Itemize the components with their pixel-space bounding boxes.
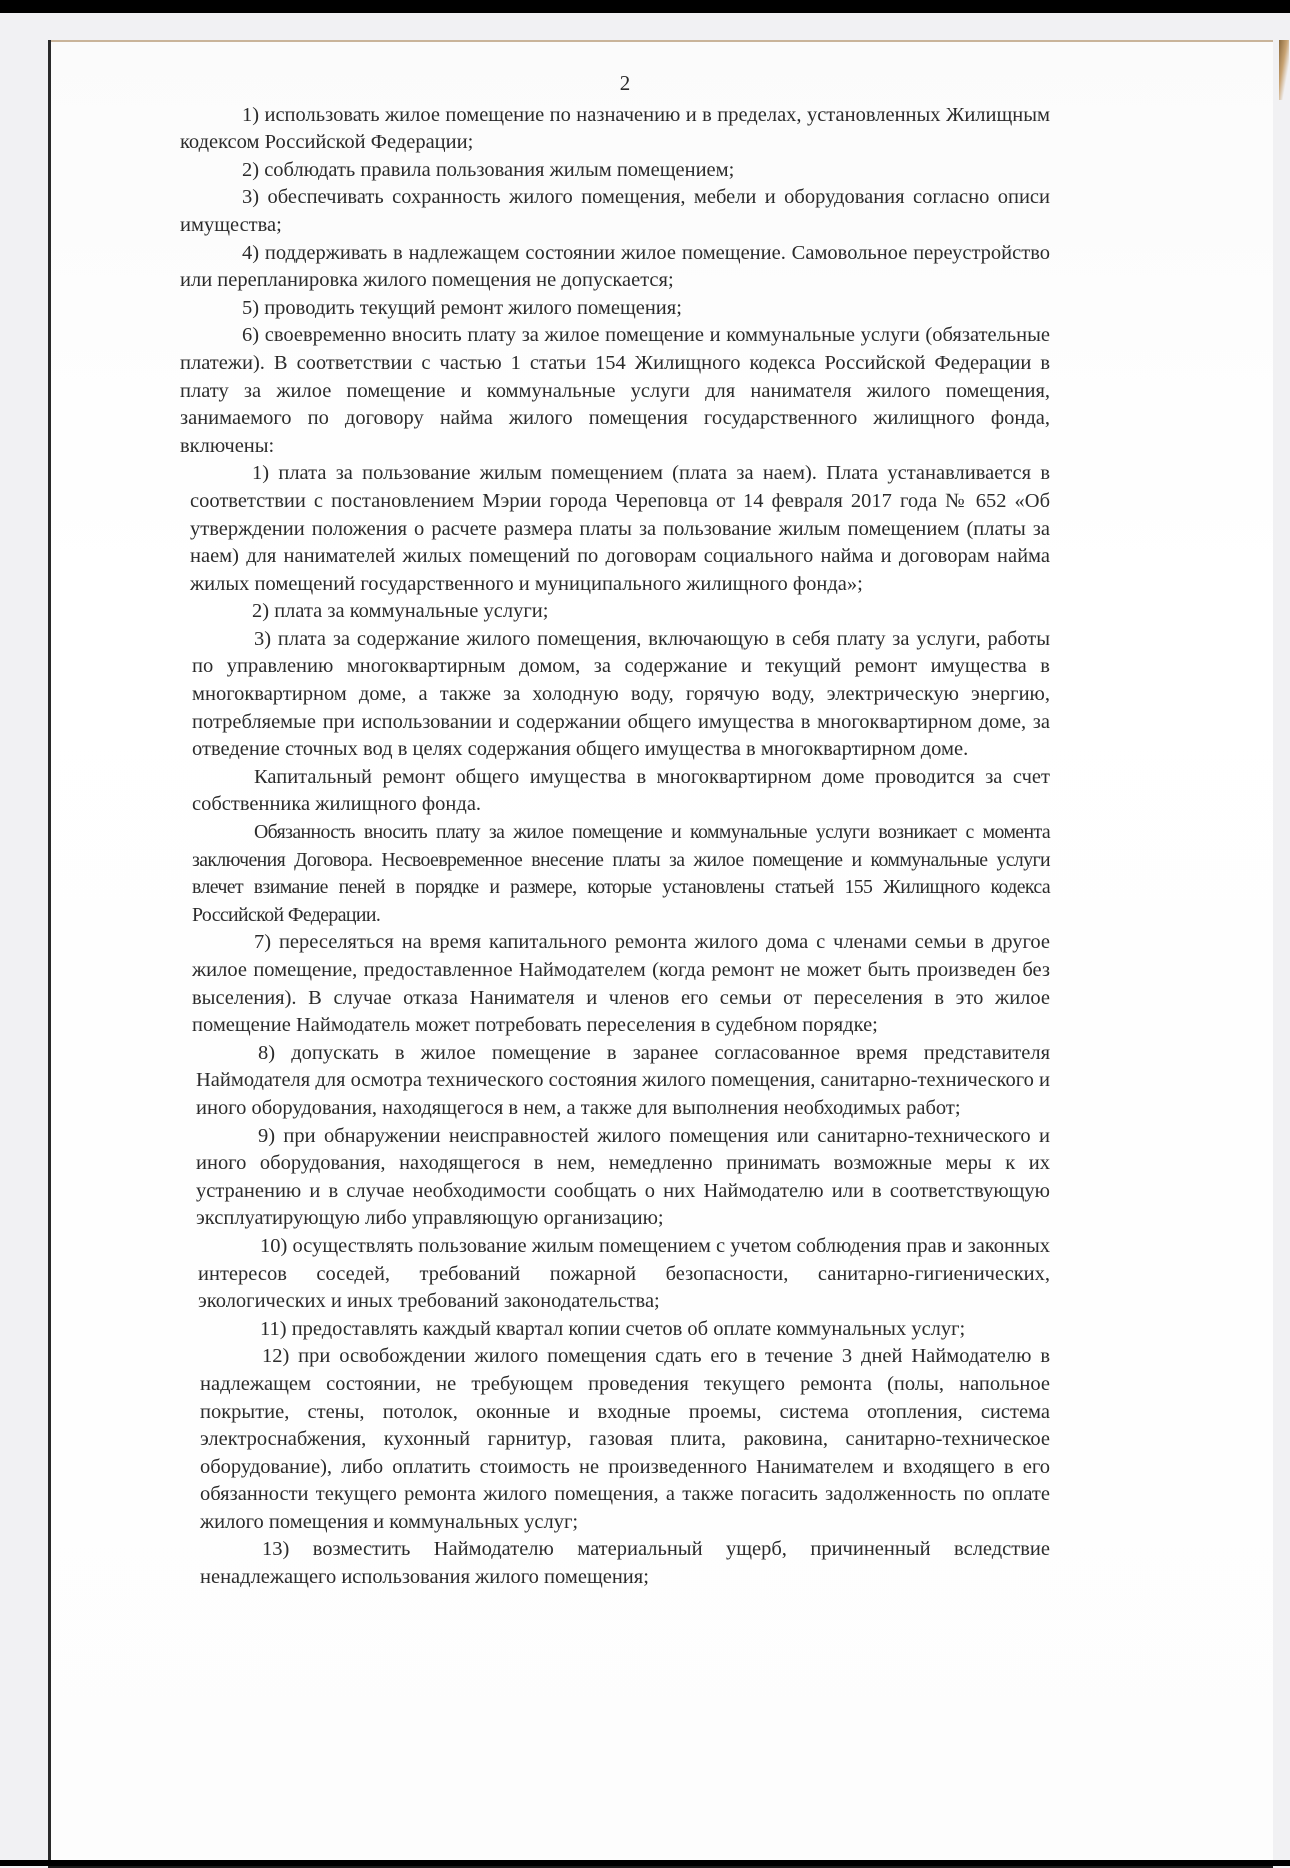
obligation-item-9: 9) при обнаружении неисправностей жилого помещения или санитарно-технического и иного оборудования, находящегося в нем, немедленно принимать возможные меры к их устранению и в случае необходимости сообщать о них Наймодателю или в соответствующую эксплуатирующую либо управляющую организацию;	[196, 1124, 1050, 1230]
obligation-item-3: 3) обеспечивать сохранность жилого помещения, мебели и оборудования согласно описи имущества;	[180, 186, 1050, 236]
payment-subitem-2: 2) плата за коммунальные услуги;	[252, 600, 549, 623]
page-corner-shadow	[1279, 40, 1289, 100]
page-number: 2	[619, 71, 631, 95]
obligation-item-11: 11) предоставлять каждый квартал копии счетов об оплате коммунальных услуг;	[260, 1317, 966, 1340]
obligation-item-2: 2) соблюдать правила пользования жилым помещением;	[242, 158, 735, 181]
obligation-item-12: 12) при освобождении жилого помещения сдать его в течение 3 дней Наймодателю в надлежащем состоянии, не требующем проведения текущего ремонта (полы, напольное покрытие, стены, потолок, оконные и входные проемы, система отопления, система электроснабжения, кухонный гарнитур, газовая плита, раковина, санитарно-техническое оборудование), либо оплатить стоимость не произведенного Нанимателем и входящего в его обязанности текущего ремонта жилого помещения, а также погасить задолженность по оплате жилого помещения и коммунальных услуг;	[200, 1345, 1050, 1533]
payment-subitem-1: 1) плата за пользование жилым помещением (плата за наем). Плата устанавливается в соответствии с постановлением Мэрии города Череповца от 14 февраля 2017 года № 652 «Об утверждении положения о расчете размера платы за пользование жилым помещением (платы за наем) для нанимателей жилых помещений по договорам социального найма и договорам найма жилых помещений государственного и муниципального жилищного фонда»;	[190, 462, 1050, 595]
obligation-item-7: 7) переселяться на время капитального ремонта жилого дома с членами семьи в другое жилое помещение, предоставленное Наймодателем (когда ремонт не может быть произведен без выселения). В случае отказа Нанимателя и членов его семьи от переселения в это жилое помещение Наймодатель может потребовать переселения в судебном порядке;	[192, 931, 1050, 1037]
bottom-black-bar	[0, 1860, 1290, 1866]
obligation-item-1: 1) использовать жилое помещение по назначению и в пределах, установленных Жилищным кодексом Российской Федерации;	[180, 103, 1050, 154]
obligation-item-10: 10) осуществлять пользование жилым помещением с учетом соблюдения прав и законных интересов соседей, требований пожарной безопасности, санитарно-гигиенических, экологических и иных требований законодательства;	[198, 1234, 1050, 1313]
obligation-item-4: 4) поддерживать в надлежащем состоянии жилое помещение. Самовольное переустройство или перепланировка жилого помещения не допускается;	[180, 241, 1050, 292]
obligation-item-13: 13) возместить Наймодателю материальный ущерб, причиненный вследствие ненадлежащего использования жилого помещения;	[200, 1538, 1050, 1589]
obligation-item-6: 6) своевременно вносить плату за жилое помещение и коммунальные услуги (обязательные платежи). В соответствии с частью 1 статьи 154 Жилищного кодекса Российской Федерации в плату за жилое помещение и коммунальные услуги для нанимателя жилого помещения, занимаемого по договору найма жилого помещения государственного жилищного фонда, включены:	[180, 324, 1050, 457]
obligation-item-8: 8) допускать в жилое помещение в заранее согласованное время представителя Наймодателя для осмотра технического состояния жилого помещения, санитарно-технического и иного оборудования, находящегося в нем, а также для выполнения необходимых работ;	[196, 1041, 1050, 1119]
payment-subitem-3: 3) плата за содержание жилого помещения, включающую в себя плату за услуги, работы по управлению многоквартирным домом, за содержание и текущий ремонт имущества в многоквартирном доме, а также за холодную воду, горячую воду, электрическую энергию, потребляемые при использовании и содержании общего имущества в многоквартирном доме, за отведение сточных вод в целях содержания общего имущества в многоквартирном доме.	[192, 627, 1050, 761]
capital-repair-paragraph: Капитальный ремонт общего имущества в многоквартирном доме проводится за счет собственника жилищного фонда.	[192, 765, 1050, 816]
obligation-item-5: 5) проводить текущий ремонт жилого помещения;	[242, 296, 682, 319]
payment-obligation-paragraph: Обязанность вносить плату за жилое помещение и коммунальные услуги возникает с момента заключения Договора. Несвоевременное внесение платы за жилое помещение и коммунальные услуги влечет взимание пеней в порядке и размере, которые установлены статьей 155 Жилищного кодекса Российской Федерации.	[192, 821, 1050, 926]
document-content	[180, 70, 1050, 1592]
top-black-bar	[0, 0, 1290, 13]
